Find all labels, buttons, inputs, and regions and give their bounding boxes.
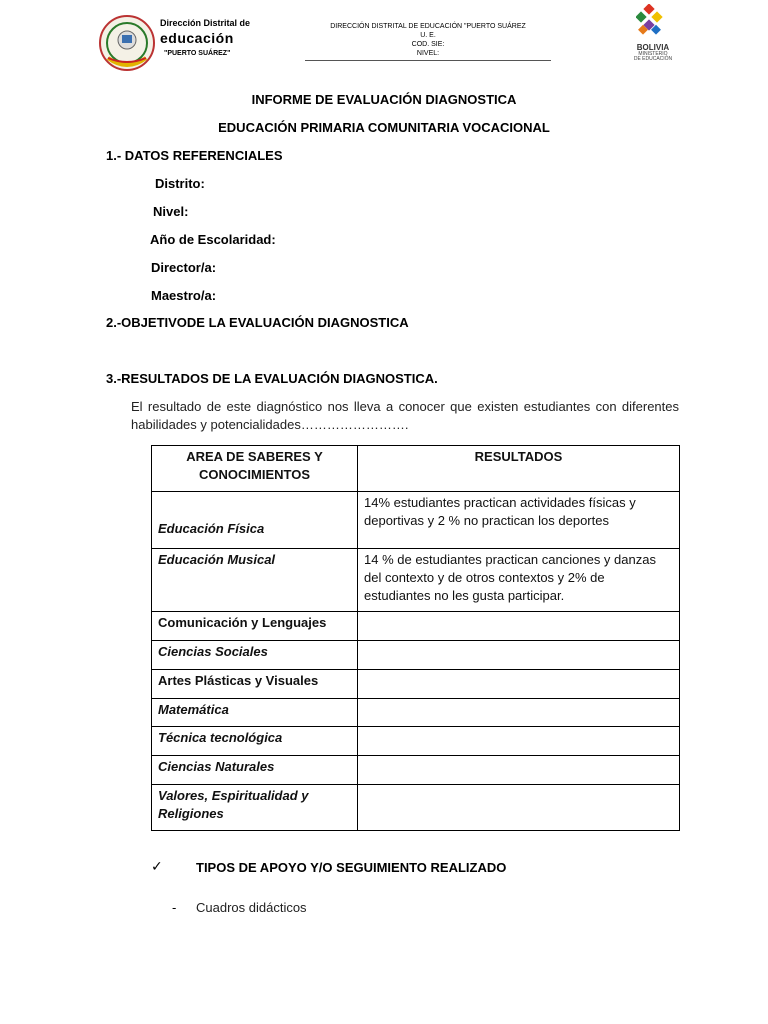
district-logo-title: Dirección Distrital de xyxy=(160,18,251,28)
results-paragraph: El resultado de este diagnóstico nos lleva a conocer que existen estudiantes con diferentes habilidades y potencialidades……………………. xyxy=(131,399,679,432)
table-row xyxy=(152,612,680,641)
list-item: Cuadros didácticos xyxy=(196,900,307,915)
table-cell-area: Valores, Espiritualidad y Religiones xyxy=(152,785,358,831)
table-row xyxy=(152,785,680,831)
table-cell-result xyxy=(358,785,680,831)
table-cell-area: Ciencias Sociales xyxy=(152,641,358,670)
field-distrito: Distrito: xyxy=(155,176,205,191)
table-row xyxy=(152,670,680,699)
field-maestro: Maestro/a: xyxy=(151,288,217,303)
field-director: Director/a: xyxy=(151,260,217,275)
table-header-results: RESULTADOS xyxy=(358,446,680,492)
header-direction-line: DIRECCIÓN DISTRITAL DE EDUCACIÓN "PUERTO SUÁREZ xyxy=(330,23,526,30)
table-row xyxy=(152,699,680,727)
header-divider xyxy=(305,60,551,61)
table-header-row xyxy=(152,446,680,492)
list-bullet: - xyxy=(172,900,177,915)
ministry-emblem-icon xyxy=(636,4,670,38)
field-nivel: Nivel: xyxy=(153,204,189,219)
header-ue-line: U. E. xyxy=(420,32,436,39)
table-header-area: AREA DE SABERES Y CONOCIMIENTOS xyxy=(152,446,358,492)
table-cell-result xyxy=(358,727,680,756)
table-cell-result: 14% estudiantes practican actividades físicas y deportivas y 2 % no practican los deportes xyxy=(358,492,680,549)
table-cell-area: Ciencias Naturales xyxy=(152,756,358,785)
table-cell-area: Artes Plásticas y Visuales xyxy=(152,670,358,699)
table-row xyxy=(152,641,680,670)
table-cell-result xyxy=(358,641,680,670)
table-cell-result: 14 % de estudiantes practican canciones y danzas del contexto y de otros contextos y 2% de estudiantes no les gusta participar. xyxy=(358,549,680,612)
header-sie-line: COD. SIE: xyxy=(411,41,445,48)
ministry-logo xyxy=(624,4,682,68)
table-cell-area: Educación Física xyxy=(152,492,358,549)
field-anio-escolaridad: Año de Escolaridad: xyxy=(150,232,276,247)
district-seal-icon xyxy=(98,14,156,72)
ministry-country: BOLIVIA xyxy=(636,43,670,52)
header-center-block xyxy=(305,22,551,61)
document-title: INFORME DE EVALUACIÓN DIAGNOSTICA xyxy=(251,92,517,107)
table-row xyxy=(152,492,680,549)
table-row xyxy=(152,549,680,612)
table-cell-area: Técnica tecnológica xyxy=(152,727,358,756)
district-logo-city: "PUERTO SUÁREZ" xyxy=(164,50,231,57)
support-heading: TIPOS DE APOYO Y/O SEGUIMIENTO REALIZADO xyxy=(196,860,507,875)
header-level-line: NIVEL: xyxy=(416,50,440,57)
section-2-heading: 2.-OBJETIVODE LA EVALUACIÓN DIAGNOSTICA xyxy=(106,315,409,330)
results-table xyxy=(151,445,680,831)
table-cell-area: Comunicación y Lenguajes xyxy=(152,612,358,641)
section-3-heading: 3.-RESULTADOS DE LA EVALUACIÓN DIAGNOSTICA. xyxy=(106,371,438,386)
table-row xyxy=(152,756,680,785)
district-logo-brand: educación xyxy=(160,30,234,46)
ministry-label-1: MINISTERIO xyxy=(638,51,668,57)
table-cell-result xyxy=(358,699,680,727)
table-row xyxy=(152,727,680,756)
table-cell-area: Matemática xyxy=(152,699,358,727)
table-cell-result xyxy=(358,670,680,699)
table-cell-area: Educación Musical xyxy=(152,549,358,612)
section-1-heading: 1.- DATOS REFERENCIALES xyxy=(106,148,283,163)
table-cell-result xyxy=(358,612,680,641)
district-logo xyxy=(98,10,251,76)
ministry-label-2: DE EDUCACIÓN xyxy=(633,56,673,62)
table-cell-result xyxy=(358,756,680,785)
document-subtitle: EDUCACIÓN PRIMARIA COMUNITARIA VOCACIONAL xyxy=(218,120,550,135)
checkmark-icon: ✓ xyxy=(151,858,163,874)
